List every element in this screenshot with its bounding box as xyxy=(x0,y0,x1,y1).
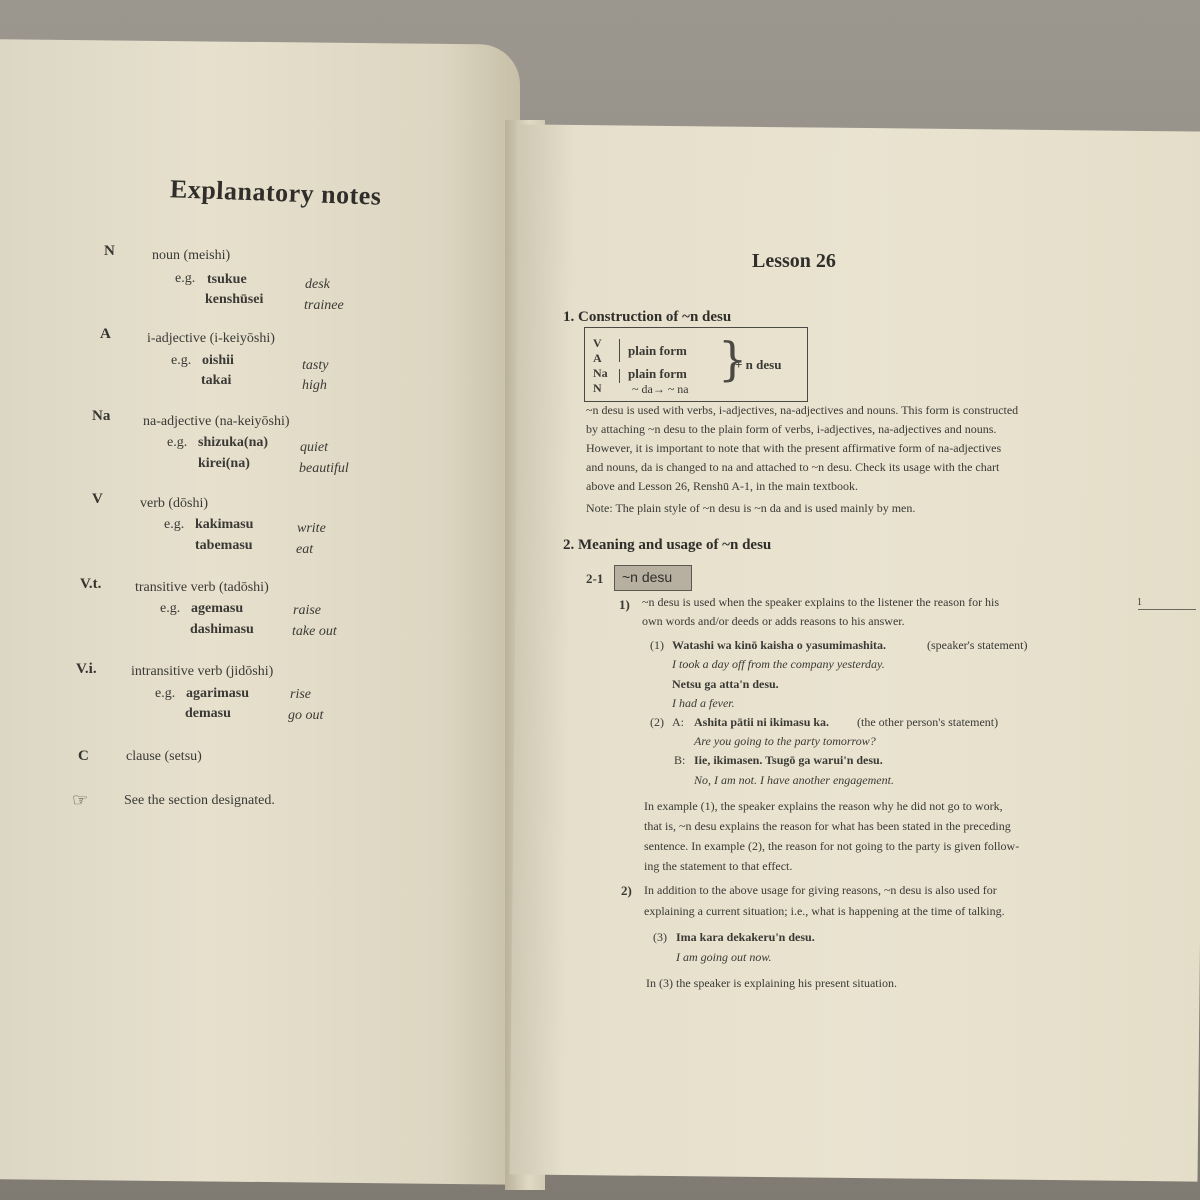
example-translation: I had a fever. xyxy=(672,696,735,710)
entry-example: agemasu xyxy=(191,601,244,616)
brace-icon: } xyxy=(718,332,748,386)
paragraph-line: ~n desu is used with verbs, i-adjectives, na-adjectives and nouns. This form is constructed xyxy=(586,403,1019,417)
entry-translation: go out xyxy=(288,708,324,723)
entry-translation: rise xyxy=(290,687,311,702)
example-note: (speaker's statement) xyxy=(927,638,1028,652)
entry-translation: high xyxy=(302,378,327,393)
example-translation: I took a day off from the company yesterday. xyxy=(672,657,885,671)
entry-label: See the section designated. xyxy=(124,793,275,808)
paragraph-line: ~n desu is used when the speaker explains to the listener the reason for his xyxy=(642,595,1000,609)
entry-label: transitive verb (tadōshi) xyxy=(135,580,269,595)
item-paragraph xyxy=(644,880,1089,922)
entry-example: tsukue xyxy=(207,272,247,287)
left-page xyxy=(0,39,520,1184)
example-note: (the other person's statement) xyxy=(857,715,999,729)
explanation-paragraph xyxy=(644,796,1084,876)
note-line: Note: The plain style of ~n desu is ~n da and is used mainly by men. xyxy=(586,501,916,515)
entry-translation: tasty xyxy=(302,358,329,373)
entry-abbr: N xyxy=(104,243,115,259)
entry-eg: e.g. xyxy=(164,517,185,532)
section-heading: 2. Meaning and usage of ~n desu xyxy=(563,537,772,553)
entry-label: na-adjective (na-keiyōshi) xyxy=(143,414,290,429)
chart-label-a: A xyxy=(593,351,602,365)
entry-translation: raise xyxy=(293,603,321,618)
paragraph-line: by attaching ~n desu to the plain form of verbs, i-adjectives, na-adjectives and nouns. xyxy=(586,422,997,436)
entry-example: shizuka(na) xyxy=(198,435,269,450)
entry-translation: beautiful xyxy=(299,461,349,476)
example-sentence: Iie, ikimasen. Tsugō ga warui'n desu. xyxy=(694,753,883,767)
entry-translation: take out xyxy=(292,624,337,639)
chart-row-labels xyxy=(593,336,608,396)
entry-eg: e.g. xyxy=(160,601,181,616)
example-translation: Are you going to the party tomorrow? xyxy=(694,734,876,748)
page-mark: 1 xyxy=(1137,597,1142,608)
entry-example: agarimasu xyxy=(186,686,249,701)
closing-sentence: In (3) the speaker is explaining his present situation. xyxy=(646,976,897,990)
chart-divider xyxy=(619,369,620,383)
entry-example: demasu xyxy=(185,706,231,721)
section-heading: 1. Construction of ~n desu xyxy=(563,309,732,325)
subsection-number: 2-1 xyxy=(586,571,604,586)
entry-example: kirei(na) xyxy=(198,456,250,471)
chart-da-rule: ~ da→ ~ na xyxy=(632,382,689,396)
paragraph-line: that is, ~n desu explains the reason for what has been stated in the preceding xyxy=(644,819,1011,833)
example-translation: I am going out now. xyxy=(676,950,772,964)
chart-label-na: Na xyxy=(593,366,608,380)
entry-translation: quiet xyxy=(300,440,328,455)
entry-translation: eat xyxy=(296,542,314,557)
chart-label-n: N xyxy=(593,381,602,395)
paragraph-line: In addition to the above usage for giving reasons, ~n desu is also used for xyxy=(644,883,997,897)
paragraph-line: sentence. In example (2), the reason for not going to the party is given follow- xyxy=(644,839,1020,853)
entry-label: i-adjective (i-keiyōshi) xyxy=(147,331,275,346)
entry-eg: e.g. xyxy=(167,435,188,450)
example-sentence: Ima kara dekakeru'n desu. xyxy=(676,930,815,944)
page-mark-line xyxy=(1138,609,1196,610)
entry-eg: e.g. xyxy=(175,271,196,286)
example-number: (3) xyxy=(653,930,667,944)
chart-plain-form: plain form xyxy=(628,343,687,358)
item-number: 1) xyxy=(619,597,630,612)
entry-example: kakimasu xyxy=(195,517,254,532)
entry-example: kenshūsei xyxy=(205,292,264,307)
paragraph-line: In example (1), the speaker explains the reason why he did not go to work, xyxy=(644,799,1003,813)
entry-abbr: V.i. xyxy=(76,661,97,677)
construction-paragraph xyxy=(586,401,1066,496)
entry-label: intransitive verb (jidōshi) xyxy=(131,664,274,679)
entry-abbr: C xyxy=(78,748,89,764)
paragraph-line: explaining a current situation; i.e., what is happening at the time of talking. xyxy=(644,904,1005,918)
paragraph-line: ing the statement to that effect. xyxy=(644,859,793,873)
entry-eg: e.g. xyxy=(155,686,176,701)
entry-abbr: Na xyxy=(92,408,111,424)
chart-suffix: + n desu xyxy=(735,357,782,372)
entry-label: noun (meishi) xyxy=(152,248,231,263)
paragraph-line: However, it is important to note that with the present affirmative form of na-adjectives xyxy=(586,441,1002,455)
entry-translation: desk xyxy=(305,277,330,292)
entry-example: dashimasu xyxy=(190,622,254,637)
entry-translation: trainee xyxy=(304,298,344,313)
entry-translation: write xyxy=(297,521,326,536)
chart-divider xyxy=(619,339,620,362)
example-sentence: Ashita pātii ni ikimasu ka. xyxy=(694,715,830,729)
paragraph-line: and nouns, da is changed to na and attached to ~n desu. Check its usage with the chart xyxy=(586,460,1000,474)
entry-label: clause (setsu) xyxy=(126,749,202,764)
example-number: (1) xyxy=(650,638,664,652)
entry-abbr: V.t. xyxy=(80,576,102,592)
item-paragraph xyxy=(642,593,1082,631)
entry-abbr: A xyxy=(100,326,111,342)
item-number: 2) xyxy=(621,883,632,898)
speaker-label: B: xyxy=(674,753,686,767)
example-sentence: Netsu ga atta'n desu. xyxy=(672,677,779,691)
example-sentence: Watashi wa kinō kaisha o yasumimashita. xyxy=(672,638,887,652)
chart-label-v: V xyxy=(593,336,602,350)
subsection-tag-label: ~n desu xyxy=(622,569,673,585)
entry-label: verb (dōshi) xyxy=(140,496,209,511)
lesson-title: Lesson 26 xyxy=(752,250,836,272)
entry-example: takai xyxy=(201,373,232,388)
right-page xyxy=(510,124,1200,1181)
speaker-label: A: xyxy=(672,715,684,729)
entry-eg: e.g. xyxy=(171,353,192,368)
pointing-hand-icon: ☞ xyxy=(72,790,89,810)
entry-example: oishii xyxy=(202,353,234,368)
paragraph-line: own words and/or deeds or adds reasons to his answer. xyxy=(642,614,905,628)
entry-example: tabemasu xyxy=(195,538,253,553)
paragraph-line: above and Lesson 26, Renshū A-1, in the main textbook. xyxy=(586,479,858,493)
example-translation: No, I am not. I have another engagement. xyxy=(694,773,894,787)
entry-abbr: V xyxy=(92,491,103,507)
example-number: (2) xyxy=(650,715,664,729)
chart-plain-form: plain form xyxy=(628,366,687,381)
page-title: Explanatory notes xyxy=(169,174,382,211)
